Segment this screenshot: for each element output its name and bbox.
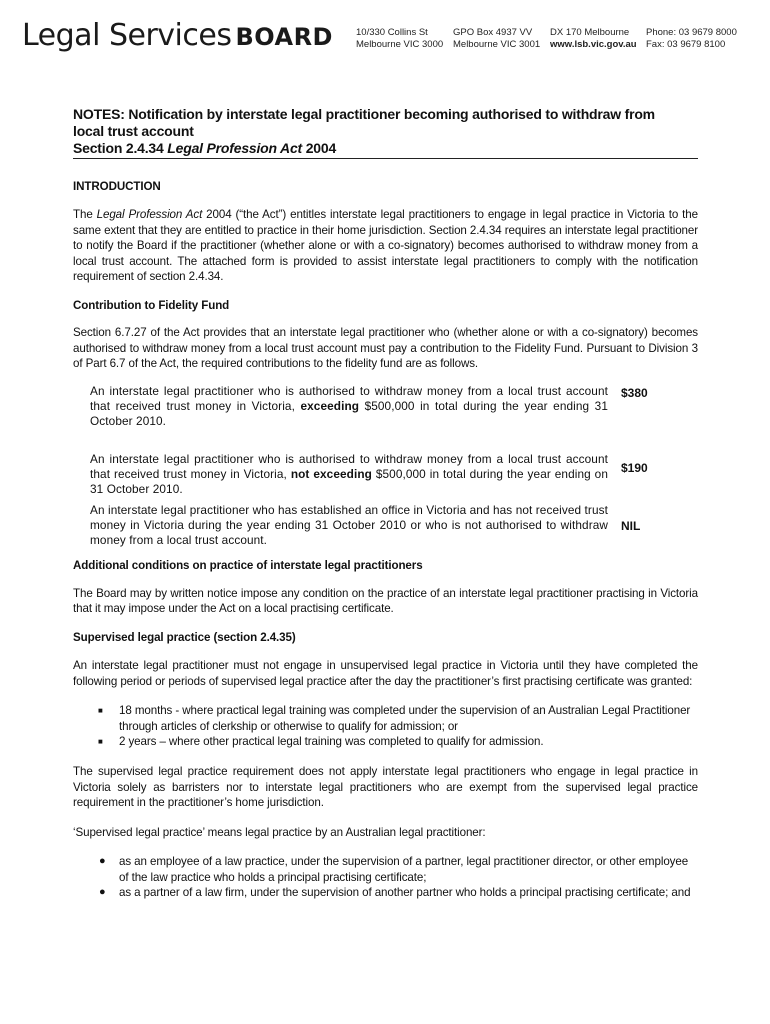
fee-amount: NIL [621, 518, 641, 533]
list-item [73, 703, 698, 734]
definition-paragraph: ‘Supervised legal practice’ means legal practice by an Australian legal practitioner: [73, 825, 486, 839]
address-line: Melbourne VIC 3001 [453, 39, 541, 50]
contact-numbers [646, 27, 737, 51]
supervised-heading: Supervised legal practice (section 2.4.35) [73, 630, 296, 644]
conditions-paragraph: The Board may by written notice impose any condition on the practice of an interstate legal practitioner practising in Victoria that it may impose under the Act on a local practising certificate. [73, 586, 698, 616]
title-section-line [73, 140, 698, 159]
intro-paragraph [73, 207, 698, 285]
conditions-heading: Additional conditions on practice of interstate legal practitioners [73, 558, 423, 572]
address-line: Melbourne VIC 3000 [356, 39, 444, 50]
round-bullet-icon: ● [99, 855, 106, 868]
logo-text-bold: BOARD [235, 23, 333, 51]
logo-text-light: Legal Services [22, 18, 232, 53]
intro-act-name: Legal Profession Act [96, 208, 203, 221]
page-title [73, 106, 698, 159]
fax-number: Fax: 03 9679 8100 [646, 39, 726, 50]
fee-description: An interstate legal practitioner who has established an office in Victoria and has not received trust money in Victoria during the year ending 31 October 2010 or who is not authorised to withdraw money from a local trust account. [90, 502, 608, 547]
list-item-text: 18 months - where practical legal training was completed under the supervision of an Australian Legal Practitioner through articles of clerkship or otherwise to qualify for admission; or [119, 704, 691, 733]
fee-row [90, 452, 698, 497]
act-name: Legal Profession Act [167, 140, 303, 156]
fidelity-paragraph: Section 6.7.27 of the Act provides that an interstate legal practitioner who (whether alone or with a co-signatory) becomes authorised to withdraw money from a local trust account must pay a contribution to the Fidelity Fund. Pursuant to Division 3 of Part 6.7 of the Act, the required contributions to the fidelity fund are as follows. [73, 325, 698, 371]
list-item-text: as an employee of a law practice, under the supervision of a partner, legal practitioner director, or other employee of the law practice who holds a principal practising certificate; [119, 855, 689, 884]
fee-amount: $380 [621, 385, 648, 400]
square-bullet-icon: ■ [98, 737, 103, 747]
fee-text: An interstate legal practitioner who is authorised to withdraw money from a local trust account that received trust money in Victoria, [90, 451, 608, 481]
document-body [73, 106, 698, 901]
intro-text-after: 2004 (“the Act”) entitles interstate legal practitioners to engage in legal practice in Victoria to the same extent that they are entitled to practice in their home jurisdiction. Section 2.4.34 requires an interstate legal practitioner to notify the Board if the practitioner (whether alone or with a co-signatory) becomes authorised to withdraw money from a local trust account. The attached form is provided to assist interstate legal practitioners to comply with the notification requirement of section 2.4.34. [73, 208, 698, 284]
act-year: 2004 [302, 140, 337, 156]
logo [22, 18, 333, 53]
address-line: GPO Box 4937 VV [453, 27, 533, 38]
list-item [73, 854, 698, 885]
fee-row [90, 503, 698, 548]
title-line-1: NOTES: Notification by interstate legal practitioner becoming authorised to withdraw from [73, 106, 655, 122]
website-link[interactable]: www.lsb.vic.gov.au [550, 39, 637, 50]
letterhead [0, 0, 770, 70]
address-dx [550, 27, 637, 51]
fee-description [90, 384, 608, 429]
fee-emphasis: not exceeding [290, 466, 372, 481]
exemption-paragraph: The supervised legal practice requirement does not apply interstate legal practitioners who engage in legal practice in Victoria solely as barristers nor to interstate legal practitioners who are exempt from the supervised legal practice requirement in the practitioner’s home jurisdiction. [73, 764, 698, 810]
fee-text: $500,000 in total during the year ending 31 October 2010. [90, 398, 608, 428]
fee-amount: $190 [621, 460, 648, 475]
definition-list [73, 854, 698, 901]
fee-row [90, 384, 698, 429]
supervised-periods-list [73, 703, 698, 750]
round-bullet-icon: ● [99, 886, 106, 899]
title-line-2: local trust account [73, 123, 194, 139]
address-street [356, 27, 443, 51]
fee-description [90, 452, 608, 497]
fidelity-heading: Contribution to Fidelity Fund [73, 298, 230, 312]
section-prefix: Section 2.4.34 [73, 140, 168, 156]
square-bullet-icon: ■ [98, 706, 103, 716]
intro-heading: INTRODUCTION [73, 180, 161, 193]
address-line: 10/330 Collins St [356, 27, 428, 38]
list-item [73, 885, 698, 901]
intro-text-before: The [73, 208, 97, 221]
supervised-paragraph: An interstate legal practitioner must not engage in unsupervised legal practice in Victoria until they have completed the following period or periods of supervised legal practice after the day the practitioner’s first practising certificate was granted: [73, 658, 698, 688]
address-line: DX 170 Melbourne [550, 27, 630, 38]
phone-number: Phone: 03 9679 8000 [646, 27, 737, 38]
list-item-text: as a partner of a law firm, under the supervision of another partner who holds a principal practising certificate; and [119, 886, 691, 900]
fee-text: $500,000 in total during the year ending on 31 October 2010. [90, 466, 609, 496]
list-item-text: 2 years – where other practical legal training was completed to qualify for admission. [119, 735, 544, 749]
fee-text: An interstate legal practitioner who is authorised to withdraw money from a local trust account that received trust money in Victoria, [90, 383, 608, 413]
list-item [73, 734, 698, 750]
fee-emphasis: exceeding [300, 398, 360, 413]
address-postal [453, 27, 540, 51]
